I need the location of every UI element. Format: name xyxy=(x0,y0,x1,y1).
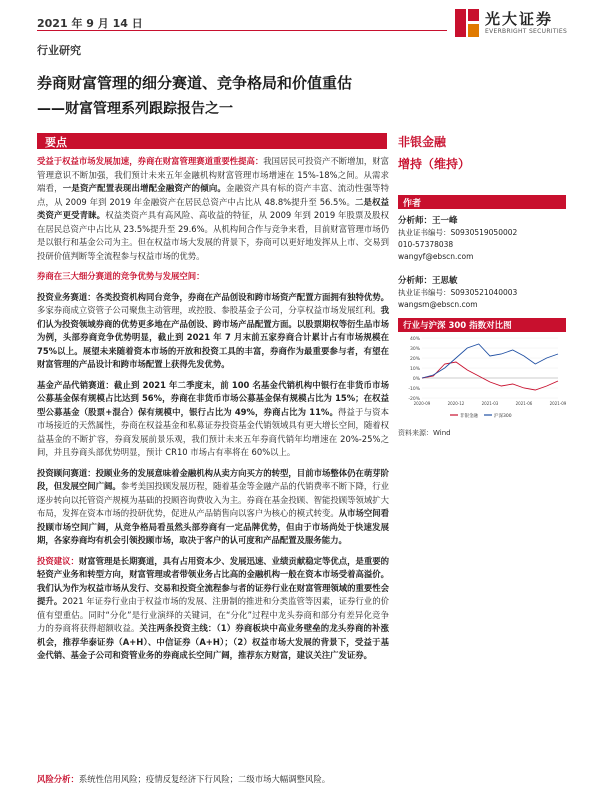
x-tick-label: 2021-03 xyxy=(481,401,499,406)
header-divider xyxy=(37,30,447,31)
report-title: 券商财富管理的细分赛道、竞争格局和价值重估 xyxy=(37,74,353,92)
lead-text: 受益于权益市场发展加速，券商在财富管理赛道重要性提高： xyxy=(37,156,264,166)
sidebar xyxy=(398,133,566,311)
x-tick-label: 2020-09 xyxy=(413,401,431,406)
report-category: 行业研究 xyxy=(37,44,81,57)
index-comparison-chart xyxy=(398,332,566,422)
body-text: 金融资产具有标的资产丰富、流动性强等特点，从 2009 年到 2019 年金融资产在居民总资产中占比从 48.8%提升至 56.5%。 xyxy=(37,183,390,207)
y-tick-label: -10% xyxy=(408,387,420,392)
analyst-email: wangsm@ebscn.com xyxy=(398,300,478,309)
series-line xyxy=(422,344,558,378)
chart-title-bar xyxy=(398,318,566,332)
analyst-email: wangyf@ebscn.com xyxy=(398,252,474,261)
chart-title: 行业与沪深 300 指数对比图 xyxy=(403,321,512,331)
legend-label: 非银金融 xyxy=(460,414,478,419)
series-line xyxy=(422,362,558,390)
rating: 增持（维持） xyxy=(398,157,471,171)
body-text: 我国居民可投资产不断增加，财富管理意识不断加强，我们预计未来五年金融机构财富管理市场增速在 15%-18%之间。从需求端看， xyxy=(37,156,390,193)
body-text: 得益于与资本市场接近的天然属性，券商在权益基金和私募证券投资基金代销领域具有更大增长空间，随着权益基金的不断扩容，券商发展前景乐观，我们预计未来五年券商代销年均增速在 20%-25%之间，并且券商头部优势明显，预计 CR10 市场占有率将在 60%以上。 xyxy=(37,406,389,457)
bold-text: 从市场空间看投顾市场空间广阔，从竞争格局看虽然头部券商有一定品牌优势，但由于市场尚处于快速发展期，各家券商均有机会引领投顾市场，取决于客户的认可度和产品配置及服务能力。 xyxy=(37,508,389,545)
analyst-cert: 执业证书编号：S0930521040003 xyxy=(398,288,518,297)
summary-body xyxy=(37,155,389,670)
y-tick-label: 40% xyxy=(409,337,420,342)
risk-label: 风险分析： xyxy=(37,774,79,784)
bold-text: 二是权益类资产更受青睐。 xyxy=(37,196,390,220)
section-heading: 券商在三大细分赛道的竞争优势与发展空间： xyxy=(37,271,205,281)
y-tick-label: 10% xyxy=(409,367,420,372)
summary-bar xyxy=(37,133,387,149)
report-date: 2021 年 9 月 14 日 xyxy=(37,17,143,30)
x-tick-label: 2021-09 xyxy=(549,401,566,406)
bold-text: 基金产品代销赛道：截止到 2021 年二季度末，前 100 名基金代销机构中银行在非货币市场公募基金保有规模占比达到 56%，券商在非货币市场公募基金保有规模占比为 15%；在权益型公募基金（股票+混合）保有规模中，银行占比为 49%，券商占比为 11%。 xyxy=(37,379,389,417)
y-tick-label: 0% xyxy=(412,377,420,382)
company-logo xyxy=(455,6,585,40)
bold-text: 我们认为投资领域券商的优势更多地在产品创设、跨市场产品配置方面。以股票期权等衍生品市场为例，头部券商竞争优势明显，截止到 2021 年 7 月末前五家券商合计累计占有市场规模在 75%以上。展望未来随着资本市场的开放和投资工具的丰富，券商作为最重要参与者，有望在财富管理的产品设计和跨市场配置上获得先发优势。 xyxy=(37,305,389,369)
legend-label: 沪深300 xyxy=(494,414,512,419)
body-text: 参考美国投顾发展历程，随着基金等金融产品的代销费率不断下降，行业逐步转向以托管资产规模为基础的投顾咨询费收入为主。券商在基金投顾、智能投顾等领域扩大布局，发挥在资本市场的投研优势，促进从产品销售向以客户为核心的模式转变。 xyxy=(37,481,389,518)
bold-text: 关注两条投资主线：（1）券商板块中高业务壁垒的龙头券商的补涨机会，推荐华泰证券（A+H）、中信证券（A+H）；（2）权益市场大发展的背景下，受益于基金代销、基金子公司和资管业务的券商成长空间广阔，推荐东方财富，建议关注广发证券。 xyxy=(37,623,389,660)
body-text: 2021 年证券行业由于权益市场的发展、注册制的推进和分类监管等因素，证券行业的价值有望重估。同时“分化”是行业演绎的关键词，在“分化”过程中龙头券商和部分有差异化竞争力的券商将获得超额收益。 xyxy=(37,596,389,633)
x-tick-label: 2021-06 xyxy=(515,401,533,406)
summary-label: 要点 xyxy=(45,136,67,149)
analyst-name: 分析师：王思敏 xyxy=(398,276,458,286)
paragraph-distribution xyxy=(37,379,389,460)
chart-box xyxy=(398,318,566,438)
report-subtitle: ——财富管理系列跟踪报告之一 xyxy=(37,101,233,117)
y-tick-label: -20% xyxy=(408,397,420,402)
body-text: 多家券商成立资管子公司聚焦主动管理，或控股、参股基金子公司，分享权益市场发展红利。 xyxy=(37,305,381,315)
paragraph-demand xyxy=(37,155,389,263)
logo-name-en: EVERBRIGHT SECURITIES xyxy=(485,27,568,35)
bold-text: 一是资产配置表现出增配金融资产的倾向。 xyxy=(62,183,227,193)
author-label: 作者 xyxy=(403,199,422,209)
x-tick-label: 2020-12 xyxy=(447,401,465,406)
y-tick-label: 30% xyxy=(409,347,420,352)
sector-name: 非银金融 xyxy=(398,135,447,149)
paragraph-investment xyxy=(37,291,389,372)
analyst-cert: 执业证书编号：S0930519050002 xyxy=(398,228,518,237)
author-bar xyxy=(398,195,566,209)
risk-text: 系统性信用风险；疫情反复经济下行风险；二级市场大幅调整风险。 xyxy=(78,774,331,784)
y-tick-label: 20% xyxy=(409,357,420,362)
logo-mark-icon xyxy=(455,9,479,37)
paragraph-recommendation xyxy=(37,555,389,663)
lead-text: 投资建议： xyxy=(37,555,79,566)
logo-name: 光大证券 xyxy=(485,9,554,28)
bold-text: 投资业务赛道：各类投资机构同台竞争，券商在产品创设和跨市场资产配置方面拥有独特优势。 xyxy=(37,291,389,302)
risk-analysis xyxy=(37,773,330,785)
analyst-phone: 010-57378038 xyxy=(398,240,454,249)
analyst-1 xyxy=(398,215,566,263)
chart-source: 资料来源：Wind xyxy=(398,429,451,437)
bold-text: 财富管理是长期赛道，具有占用资本少、发展迅速、业绩贡献稳定等优点，是重要的轻资产业务和转型方向，财富管理或者带领业务占比高的金融机构一般在资本市场受着高溢价。我们认为作为权益市场从发行、交易和投资全流程参与者的证券行业在财富管理领域的重要性会提升。 xyxy=(37,555,389,606)
bold-text: 投资顾问赛道：投顾业务的发展意味着金融机构从卖方向买方的转型，目前市场整体仍在萌芽阶段，但发展空间广阔。 xyxy=(37,467,389,491)
body-text: 权益类资产具有高风险、高收益的特征，从 2009 年到 2019 年股票及股权在居民总资产中占比从 23.5%提升至 29.6%。从机构间合作与竞争来看，目前财富管理市场仍是以银行和基金公司为主。但在权益市场大发展的背景下，券商可以更好地发挥从上市、交易到投研价值判断等全流程参与权益市场的优势。 xyxy=(37,210,390,261)
analyst-name: 分析师：王一峰 xyxy=(398,216,458,226)
analyst-2 xyxy=(398,275,566,311)
paragraph-advisory xyxy=(37,467,389,548)
